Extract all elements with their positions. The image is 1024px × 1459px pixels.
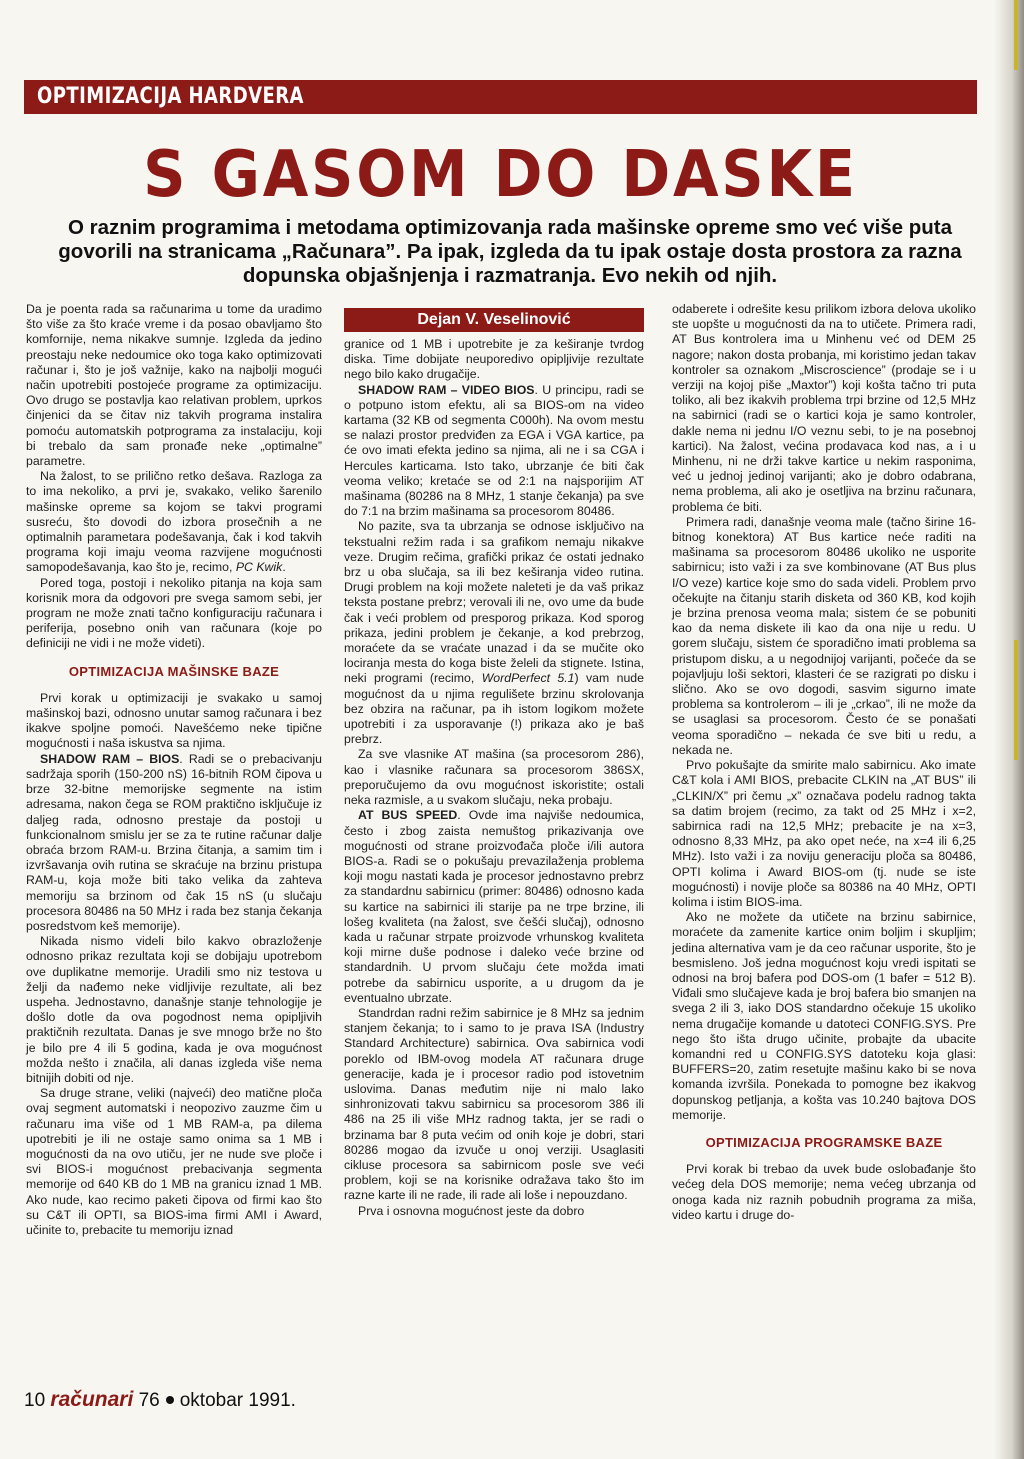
author-byline: Dejan V. Veselinović	[344, 308, 644, 332]
page-number: 10	[24, 1390, 46, 1411]
paragraph: Primera radi, današnje veoma male (tačno širine 16-bitnog konektora) AT Bus kartice neće raditi na mašinama sa procesorom 80486 ukoliko ne usporite sabirnicu; isto važi i za sve kombinovane (AT Bus plus I/O veze) kartice koje smo do sada videli. Problem prvo očekujte na čitanju starih disketa od 360 KB, kod kojih je brzina prenosa veoma mala; sistem će se pobuniti kao da nema diskete ili kao da ona nije u redu. U gorem slučaju, sistem će sporadično imati problema sa pristupom disku, a u negodnijoj varijanti, počeće da se pojavljuju loši sektori, klasteri će se razigrati po disku i slično. Ako se ovo dogodi, sasvim sigurno imate problema sa kontrolerom – ili je „crkao”, ili ne može da se usaglasi sa procesorom. Često će se ponašati veoma sporadično – nekada će sve biti u redu, a nekada ne.	[672, 514, 976, 757]
paragraph: Sa druge strane, veliki (najveći) deo matične ploča ovaj segment automatski i neopozivo zauzme čim u računaru ima više od 1 MB RAM-a, pa dilema upotrebiti je ili ne ostaje samo onima sa 1 MB i mogućnosti da na ovo utiču, jer ne nude sve ploče i svi BIOS-i mogućnost prebacivanja segmenta memorije od 640 KB do 1 MB na granicu iznad 1 MB. Ako nude, kao recimo paketi čipova od firmi kao što su C&T ili OPTI, sa BIOS-ima firmi AMI i Award, učinite to, prebacite tu memoriju iznad	[26, 1086, 322, 1237]
paragraph: Prva i osnovna mogućnost jeste da dobro	[358, 1203, 585, 1218]
paragraph: Prvi korak bi trebao da uvek bude oslobađanje što većeg dela DOS memorije; nema većeg ubrzanja od onoga kada niz raznih pobudnih programa za miša, video kartu i druge do-	[672, 1162, 976, 1222]
paragraph: Nikada nismo videli bilo kakvo obrazloženje odnosno prikaz rezultata koji se dobijaju upotrebom ove duplikatne memorije. Uradili smo niz testova u želji da nađemo neke vidljivije rezultate, ali bez uspeha. Jednostavno, današnje stanje tehnologije je došlo dotle da ova pogodnost nema opipljivih praktičnih rezultata. Danas je sve mnogo brže no što je bilo pre 4 ili 5 godina, kada je ova mogućnost možda nešto i značila, ali danas izgleda više nema bitnijih dobiti od nje.	[26, 934, 322, 1085]
paragraph: Da je poenta rada sa računarima u tome da uradimo što više za što kraće vreme i da posao obavljamo što komfornije, nema nikakve sumnje. Izgleda da jedino preostaju neke nedoumice oko toga kako optimizovati računar i, što je još važnije, kako na najbolji mogući način upotrebiti postojeće programe za optimizaciju. Ovo drugo se postavlja kao relativan problem, uprkos činjenici da se čitav niz takvih programa instalira pomoću automatskih potprograma za instalaciju, koji bi trebalo da sam pronađe neke „optimalne” parametre.	[26, 302, 322, 469]
column-3	[672, 302, 976, 1223]
paragraph: SHADOW RAM – VIDEO BIOS. U principu, radi se o potpuno istom efektu, ali sa BIOS-om na video kartama (32 KB od segmenta C000h). Na ovom mestu se nalazi prostor predviđen za EGA i VGA kartice, pa će ovo imati efekta jedino sa njima, ali ne i sa CGA i Hercules karticama. Isto tako, ubrzanje će biti čak veoma veliko; kretaće se od 2:1 na najsporijim AT mašinama (80286 na 8 MHz, 1 stanje čekanja) pa sve do 7:1 na brzim mašinama sa procesorom 80486.	[344, 382, 645, 519]
section-label-bar	[24, 80, 977, 114]
paragraph: AT BUS SPEED. Ovde ima najviše nedoumica, često i zbog zaista nemuštog prikazivanja ove mogućnosti od strane proizvođača ploče i/ili autora BIOS-a. Radi se o pokušaju prevazilaženja problema koji mogu nastati kada je procesor jednostavno prebrz za standardnu sabirnicu (primer: 80486) odnosno kada su kartice na sabirnici ili starije pa ne trpe brzine, ili lošeg kvaliteta (na žalost, sve češći slučaj), odnosno kada u računar strpate proizvode vrhunskog kvaliteta koji mirne duše podnose i daleko veće brzine od standardnih. U prvom slučaju ćete možda imati potrebe da sabirnicu usporite, a u drugom da je eventualno ubrzate.	[344, 808, 644, 1005]
section-label: OPTIMIZACIJA HARDVERA	[37, 84, 304, 109]
edge-color-mark	[1014, 640, 1018, 760]
paragraph: granice od 1 MB i upotrebite je za keširanje tvrdog diska. Time dobijate neuporedivo opipljivije rezultate nego bilo kako drugačije.	[344, 337, 644, 382]
paragraph: No pazite, sva ta ubrzanja se odnose isključivo na tekstualni režim rada i sa grafikom nemaju nikakve veze. Drugim rečima, grafički prikaz će ostati jednako brz u oba slučaja, sa ili bez keširanja video rutina. Drugi problem na koji možete naleteti je da vaš prikaz teksta postane prebrz; verovali ili ne, ovo ume da bude čak i veći problem od presporog prikaza. Kod sporog prikaza, jedini problem je čekanje, a kod prebrzog, moraćete da se vraćate unazad i da se mučite oko lociranja mesta do koga biste želeli da stignete. Istina, neki programi (recimo, WordPerfect 5.1) vam nude mogućnost da u njima regulišete brzinu skrolovanja bez obzira na računar, pa ih istom logikom možete upotrebiti i za usporavanje (!) prikaza ako je baš prebrz.	[344, 519, 644, 747]
paragraph: Za sve vlasnike AT mašina (sa procesorom 286), kao i vlasnike računara sa procesorom 386SX, preporučujemo da ovu mogućnost iskoristite; ostali neka razmisle, a u svakom slučaju, neka probaju.	[344, 747, 644, 808]
subheading-software-base: OPTIMIZACIJA PROGRAMSKE BAZE	[705, 1134, 943, 1150]
subheading-hardware-base: OPTIMIZACIJA MAŠINSKE BAZE	[68, 663, 280, 679]
bullet-icon	[166, 1396, 174, 1404]
paragraph: Na žalost, to se prilično retko dešava. Razloga za to ima nekoliko, a prvi je, svakako, veliko šarenilo mašinske opreme sa kojom se takvi programi susreću, što dovodi do izbora prosečnih a ne optimalnih parametara podešavanja, čak i kod takvih programa koji imaju veoma razvijene mogućnosti samopodešavanja, kao što je, recimo, PC Kwik.	[26, 469, 322, 575]
magazine-logo: računari	[50, 1388, 134, 1411]
paragraph: Pored toga, postoji i nekoliko pitanja na koja sam korisnik mora da odgovori pre svega samom sebi, jer program ne može znati tačno konfiguraciju računara i periferija, posebno onih van računara (koje po definiciji ne vidi i ne može videti).	[26, 575, 322, 651]
column-2	[344, 337, 644, 1219]
paragraph: Standrdan radni režim sabirnice je 8 MHz sa jednim stanjem čekanja; to i samo to je prava ISA (Industry Standard Architecture) sabirnica. Ova sabirnica vodi poreklo od IBM-ovog modela AT računara druge generacije, kada je i procesor radio pod istovetnim uslovima. Danas međutim nije ni malo lako sinhronizovati takvu sabirnicu sa procesorom 386 ili 486 na 25 ili više MHz radnog takta, jer se radi o brzinama bar 8 puta većim od onih koje je dobri, stari 80286 mogao da izvuče u onoj verziji. Usaglasiti cikluse procesora sa sabirnicom posle sve veći problem, koji se na korisnike odražava tako što im razne karte ili ne rade, ili rade ali loše i nepouzdano.	[344, 1005, 644, 1203]
paragraph: Prvo pokušajte da smirite malo sabirnicu. Ako imate C&T kola i AMI BIOS, prebacite CLKIN na „AT BUS” ili „CLKIN/X” pri čemu „x” označava podelu radnog takta sa datim brojem (recimo, za takt od 25 MHz i x=2, sabirnica radi na 12,5 MHz; prebacite je na x=3, odnosno 8,33 MHz, pa ako opet neće, na x=4 ili 6,25 MHz). Isto važi i za noviju generaciju ploča sa 80486, OPTI kolima i Award BIOS-om (tj. nude se iste mogućnosti) i novije ploče sa 80386 na 40 MHz, OPTI kolima i istim BIOS-ima.	[672, 758, 976, 909]
column-1	[26, 302, 322, 1238]
edge-color-mark	[1014, 0, 1018, 70]
lead-paragraph: O raznim programima i metodama optimizovanja rada mašinske opreme smo već više puta govorili na stranicama „Računara”. Pa ipak, izgleda da tu ipak ostaje dosta prostora za razna dopunska objašnjenja i razmatranja. Evo nekih od njih.	[58, 216, 962, 287]
paragraph: Ako ne možete da utičete na brzinu sabirnice, moraćete da zamenite kartice onim boljim i skupljim; jedina alternativa vam je da ceo računar usporite, što je besmisleno. Još jedna mogućnost koju vredi ispitati se odnosi na broj bafera pod DOS-om (1 bafer = 512 B). Viđali smo slučajeve kada je broj bafera bio smanjen na svega 2 ili 3, iako DOS standardno očekuje 15 ukoliko nema drugačije komande u datoteci CONFIG.SYS. Pre nego što išta drugo učinite, probajte da ubacite komandni red u CONFIG.SYS datoteku koja glasi: BUFFERS=20, zatim resetujte mašinu kako bi se nova komanda izvršila. Ponekada to pomogne bez ikakvog dopunskog petljanja, a košta vas 10.240 bajtova DOS memorije.	[672, 910, 976, 1122]
paragraph: odaberete i odrešite kesu prilikom izbora delova ukoliko ste uopšte u mogućnosti da na to utičete. Primera radi, AT Bus kontrolera ima u Minhenu već od DEM 25 nagore; nakon dosta probanja, mi koristimo jedan takav kontroler sa oznakom „Miscroscience” (prodaje se i u verziji na kojoj piše „Maxtor”) koji košta tačno tri puta toliko, ali bez ikakvih problema trpi brzine od 12,5 MHz na sabirnici (radi se o kartici koja je samo kontroler, dakle nema ni jednu I/O veznu sebi, to je na posebnoj kartici). Na žalost, većina prodavaca kod nas, a i u Minhenu, ni ne drži takve kartice u nekim rasponima, već u jednoj jedinoj varijanti; ako je dobro odabrana, nema problema, ali ako je osetljiva na brzinu računara, problema će biti.	[672, 302, 976, 514]
paragraph: Prvi korak u optimizaciji je svakako u samoj mašinskoj bazi, odnosno unutar samog računara i bez ikakve spoljne pomoći. Navešćemo neke tipične mogućnosti i naša iskustva sa njima.	[26, 690, 322, 751]
page-title: S GASOM DO DASKE	[143, 138, 858, 212]
issue-number: 76	[138, 1390, 160, 1411]
issue-date: oktobar 1991.	[179, 1390, 296, 1411]
page-edge-shadow	[994, 0, 1024, 1459]
paragraph: SHADOW RAM – BIOS. Radi se o prebacivanju sadržaja sporih (150-200 nS) 16-bitnih ROM čipova u brze 32-bitne memorijske segmente na istim adresama, nakon čega se ROM praktično isključuje iz daljeg rada, odnosno prestaje da postoji u funkcionalnom smislu jer se za te rutine računar dalje obraća brzom RAM-u. Brzina čitanja, a samim tim i izvršavanja ovih rutina se skraćuje na brzinu pristupa RAM-u, koja može biti tako velika da zahteva memoriju sa brzinom od čak 15 nS (u slučaju procesora 80486 na 50 MHz i rada bez stanja čekanja posredstvom keš memorije).	[26, 751, 323, 933]
page-footer	[24, 1388, 296, 1414]
